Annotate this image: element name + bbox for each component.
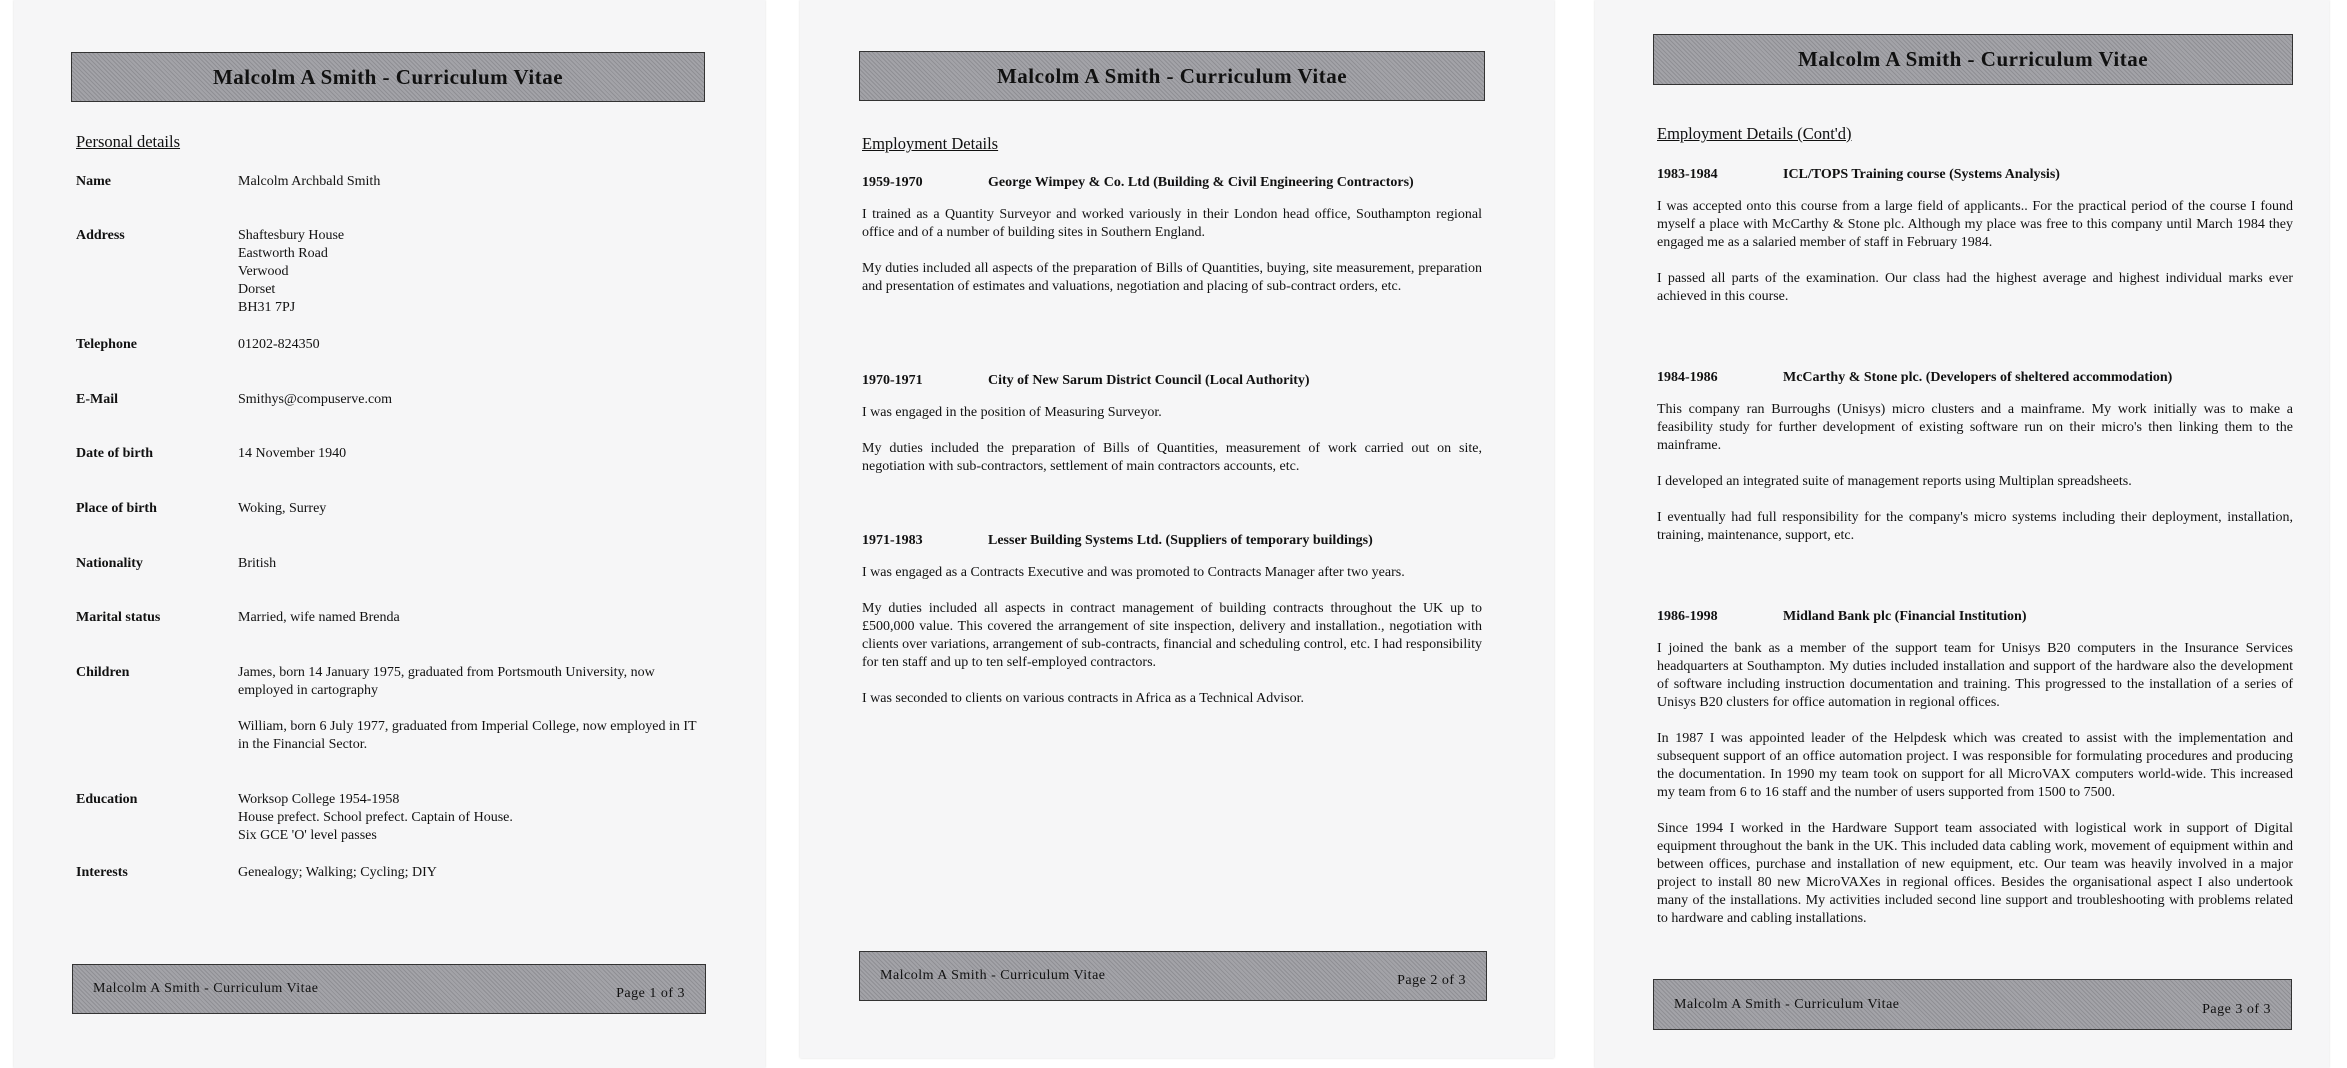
job-years: 1983-1984: [1657, 167, 1718, 182]
detail-line: Smithys@compuserve.com: [238, 392, 393, 407]
detail-line: 01202-824350: [238, 337, 320, 352]
detail-value: [238, 173, 708, 191]
detail-line: Malcolm Archbald Smith: [238, 174, 381, 189]
detail-line: Married, wife named Brenda: [238, 610, 400, 625]
section-title: Employment Details: [862, 134, 999, 153]
detail-value: [238, 445, 708, 463]
job-header: [862, 372, 1482, 390]
detail-label: Education: [76, 792, 138, 807]
job-years: 1986-1998: [1657, 609, 1718, 624]
detail-line: Shaftesbury House: [238, 228, 345, 243]
job-employer: ICL/TOPS Training course (Systems Analysis): [1783, 167, 2060, 182]
job-paragraph: My duties included all aspects of the preparation of Bills of Quantities, buying, site measurement, preparation and presentation of estimates and valuations, negotiation and placing of sub-contract orders, etc.: [862, 261, 1482, 294]
job-entry: [862, 372, 1482, 494]
detail-label: Marital status: [76, 610, 161, 625]
footer-label: Malcolm A Smith - Curriculum Vitae: [880, 968, 1106, 983]
footer-banner: [1653, 979, 2292, 1030]
footer-banner: [72, 964, 706, 1014]
header-title: Malcolm A Smith - Curriculum Vitae: [1797, 47, 2149, 71]
job-paragraph: I was accepted onto this course from a large field of applicants.. For the practical period of the course I found myself a place with McCarthy & Stone plc. Although my place was free to this company until March 1984 they engaged me as a salaried member of staff in February 1984.: [1657, 199, 2293, 250]
detail-line: House prefect. School prefect. Captain of House.: [238, 810, 513, 825]
footer-banner: [859, 951, 1487, 1001]
job-paragraph: This company ran Burroughs (Unisys) micro clusters and a mainframe. My work initially was to make a feasibility study for further development of existing software run on their micro's then linking them to the mainframe.: [1657, 402, 2293, 453]
job-years: 1959-1970: [862, 175, 923, 190]
detail-line: Six GCE 'O' level passes: [238, 828, 377, 843]
detail-label: Name: [76, 174, 111, 189]
job-employer: McCarthy & Stone plc. (Developers of sheltered accommodation): [1783, 370, 2173, 385]
detail-line: 14 November 1940: [238, 446, 347, 461]
page-number: Page 3 of 3: [2202, 1001, 2271, 1017]
job-years: 1970-1971: [862, 373, 923, 388]
detail-label: Address: [76, 228, 125, 243]
page-number: Page 1 of 3: [616, 986, 685, 1001]
job-paragraph: I passed all parts of the examination. Our class had the highest average and highest individual marks ever achieved in this course.: [1657, 271, 2293, 304]
cv-page-3: [1595, 0, 2329, 1068]
job-paragraph: Since 1994 I worked in the Hardware Support team associated with logistical work in support of Digital equipment throughout the bank in the UK. This included data cabling work, movement of equipment within and between offices, purchase and installation of new equipment, etc. Our team was heavily involved in a major project to install 80 new MicroVAXes in regional offices. Besides the organisational aspect I also undertook many of the installations. My activities included second line support and troubleshooting with problems related to hardware and cabling installations.: [1657, 821, 2293, 926]
job-entry: [862, 174, 1482, 314]
job-paragraph: I was engaged in the position of Measuring Surveyor.: [862, 405, 1162, 420]
detail-paragraph: William, born 6 July 1977, graduated from Imperial College, now employed in IT in the Financial Sector.: [238, 719, 697, 752]
footer-label: Malcolm A Smith - Curriculum Vitae: [93, 981, 319, 996]
cv-page-2: [800, 0, 1554, 1058]
cv-page-1: [14, 0, 765, 1068]
job-employer: Lesser Building Systems Ltd. (Suppliers of temporary buildings): [988, 533, 1373, 548]
detail-value: [238, 791, 708, 845]
job-paragraph: In 1987 I was appointed leader of the Helpdesk which was created to assist with the implementation and subsequent support of an office automation project. I was responsible for formulating procedures and producing the documentation. In 1990 my team took on support for all MicroVAX computers world-wide. This increased my team from 6 to 16 staff and the number of users supported from 1500 to 7500.: [1657, 731, 2293, 800]
section-title: Personal details: [76, 132, 181, 151]
job-header: [1657, 166, 2293, 184]
detail-line: Genealogy; Walking; Cycling; DIY: [238, 865, 437, 880]
detail-line: Eastworth Road: [238, 246, 328, 261]
job-years: 1971-1983: [862, 533, 923, 548]
header-banner: [1653, 34, 2293, 85]
detail-value: [238, 609, 708, 627]
detail-label: Interests: [76, 865, 128, 880]
detail-label: Nationality: [76, 556, 143, 571]
detail-label: E-Mail: [76, 392, 118, 407]
detail-value: [238, 864, 708, 882]
detail-value: [238, 391, 708, 409]
detail-value: [238, 664, 708, 772]
job-employer: George Wimpey & Co. Ltd (Building & Civil Engineering Contractors): [988, 175, 1414, 190]
detail-line: BH31 7PJ: [238, 300, 296, 315]
job-paragraph: I developed an integrated suite of management reports using Multiplan spreadsheets.: [1657, 474, 2132, 489]
detail-value: [238, 555, 708, 573]
detail-value: [238, 336, 708, 354]
job-entry: [862, 532, 1482, 726]
detail-line: Verwood: [238, 264, 289, 279]
detail-line: Woking, Surrey: [238, 501, 327, 516]
job-employer: Midland Bank plc (Financial Institution): [1783, 609, 2027, 624]
detail-line: Dorset: [238, 282, 276, 297]
header-title: Malcolm A Smith - Curriculum Vitae: [996, 63, 1348, 88]
detail-line: Worksop College 1954-1958: [238, 792, 400, 807]
footer-label: Malcolm A Smith - Curriculum Vitae: [1674, 996, 1900, 1012]
job-paragraph: My duties included the preparation of Bills of Quantities, measurement of work carried out on site, negotiation with sub-contractors, settlement of main contractors accounts, etc.: [862, 441, 1482, 474]
detail-label: Place of birth: [76, 501, 157, 516]
detail-value: [238, 227, 708, 317]
job-entry: [1657, 166, 2293, 324]
detail-paragraph: James, born 14 January 1975, graduated from Portsmouth University, now employed in cartography: [238, 665, 655, 698]
job-paragraph: I eventually had full responsibility for the company's micro systems including their deployment, installation, training, maintenance, support, etc.: [1657, 510, 2293, 543]
detail-line: British: [238, 556, 277, 571]
page-number: Page 2 of 3: [1397, 973, 1466, 988]
job-paragraph: I joined the bank as a member of the support team for Unisys B20 computers in the Insurance Services headquarters at Southampton. My duties included installation and support of the hardware also the development of software including instruction documentation and training. This progressed to the installation of a series of Unisys B20 clusters for office automation in regional offices.: [1657, 641, 2293, 710]
job-paragraph: I was engaged as a Contracts Executive and was promoted to Contracts Manager after two years.: [862, 565, 1405, 580]
job-header: [1657, 608, 2293, 626]
header-banner: [71, 52, 705, 102]
job-entry: [1657, 608, 2293, 946]
header-title: Malcolm A Smith - Curriculum Vitae: [212, 64, 564, 89]
job-paragraph: My duties included all aspects in contract management of building contracts throughout the UK up to £500,000 value. This covered the arrangement of site inspection, delivery and installation., negotiation with clients over variations, arrangement of sub-contracts, financial and scheduling control, etc. I had responsibility for ten staff and up to ten self-employed contractors.: [862, 601, 1482, 670]
job-years: 1984-1986: [1657, 370, 1718, 385]
job-paragraph: I trained as a Quantity Surveyor and worked variously in their London head office, Southampton regional office and of a number of building sites in Southern England.: [862, 207, 1482, 240]
job-entry: [1657, 369, 2293, 563]
detail-value: [238, 500, 708, 518]
detail-label: Telephone: [76, 337, 137, 352]
detail-label: Date of birth: [76, 446, 153, 461]
header-banner: [859, 51, 1485, 101]
section-title: Employment Details (Cont'd): [1657, 124, 1852, 143]
detail-label: Children: [76, 665, 130, 680]
job-header: [862, 174, 1482, 192]
job-employer: City of New Sarum District Council (Local Authority): [988, 373, 1310, 388]
job-paragraph: I was seconded to clients on various contracts in Africa as a Technical Advisor.: [862, 691, 1304, 706]
job-header: [862, 532, 1482, 550]
job-header: [1657, 369, 2293, 387]
